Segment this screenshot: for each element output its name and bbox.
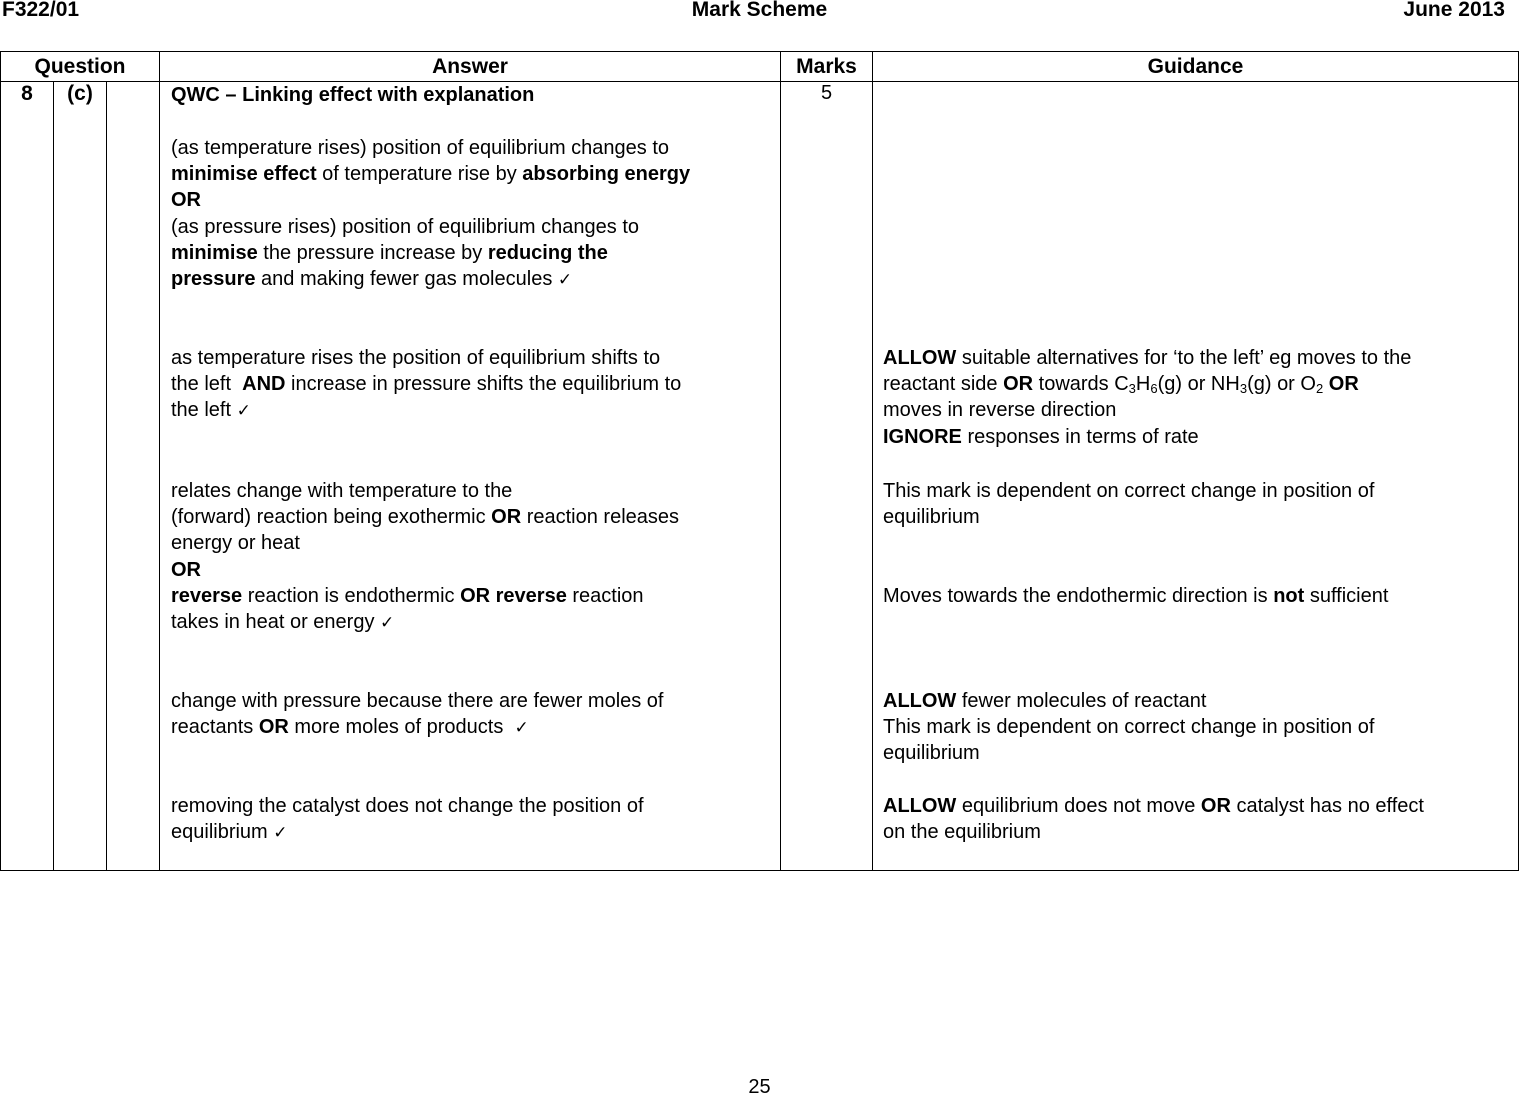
guidance-point-4: ALLOW fewer molecules of reactant This mark is dependent on correct change in position of equilibrium xyxy=(883,690,1375,765)
guidance-point-5: ALLOW equilibrium does not move OR catalyst has no effect on the equilibrium xyxy=(883,795,1424,844)
col-header-guidance: Guidance xyxy=(873,52,1519,82)
check-icon: ✓ xyxy=(236,401,251,422)
answer-point-3: relates change with temperature to the (forward) reaction being exothermic OR reaction releases energy or heat OR reverse reaction is endothermic OR reverse reaction takes in heat or energy ✓ xyxy=(171,480,680,634)
check-icon: ✓ xyxy=(273,823,288,844)
answer-point-2: as temperature rises the position of equilibrium shifts to the left AND increase in pressure shifts the equilibrium to the left ✓ xyxy=(171,347,682,422)
table-header-row xyxy=(1,52,1519,82)
answer-cell xyxy=(160,82,781,871)
question-part: (c) xyxy=(54,82,107,871)
col-header-answer: Answer xyxy=(160,52,781,82)
answer-heading: QWC – Linking effect with explanation xyxy=(171,84,535,106)
page-number: 25 xyxy=(748,1076,771,1098)
guidance-point-3: Moves towards the endothermic direction is not sufficient xyxy=(883,585,1389,607)
marks-value: 5 xyxy=(781,82,873,871)
answer-point-1: (as temperature rises) position of equilibrium changes to minimise effect of temperature rise by absorbing energy OR (as pressure rises) position of equilibrium changes to minimise the pressure increase by reducing the pressure and making fewer gas molecules ✓ xyxy=(171,137,691,291)
question-subpart xyxy=(107,82,160,871)
check-icon: ✓ xyxy=(380,613,395,634)
guidance-cell xyxy=(873,82,1519,871)
question-number: 8 xyxy=(1,82,54,871)
document-title: Mark Scheme xyxy=(691,0,828,21)
check-icon: ✓ xyxy=(514,718,529,739)
col-header-question: Question xyxy=(1,52,160,82)
answer-point-5: removing the catalyst does not change the position of equilibrium ✓ xyxy=(171,795,644,844)
answer-point-4: change with pressure because there are fewer moles of reactants OR more moles of products ✓ xyxy=(171,690,664,739)
document-code: F322/01 xyxy=(2,0,80,21)
document-date: June 2013 xyxy=(1403,0,1505,21)
mark-scheme-table xyxy=(0,51,1519,871)
guidance-point-2: This mark is dependent on correct change in position of equilibrium xyxy=(883,480,1375,529)
col-header-marks: Marks xyxy=(781,52,873,82)
check-icon: ✓ xyxy=(557,270,573,291)
guidance-point-1: ALLOW suitable alternatives for ‘to the left’ eg moves to the reactant side OR towards $C_3H_6(g)$ or $NH_3(g)$ or $O_2$ OR moves in reverse direction IGNORE responses in terms of rate xyxy=(883,347,1412,448)
table-row xyxy=(1,82,1519,871)
